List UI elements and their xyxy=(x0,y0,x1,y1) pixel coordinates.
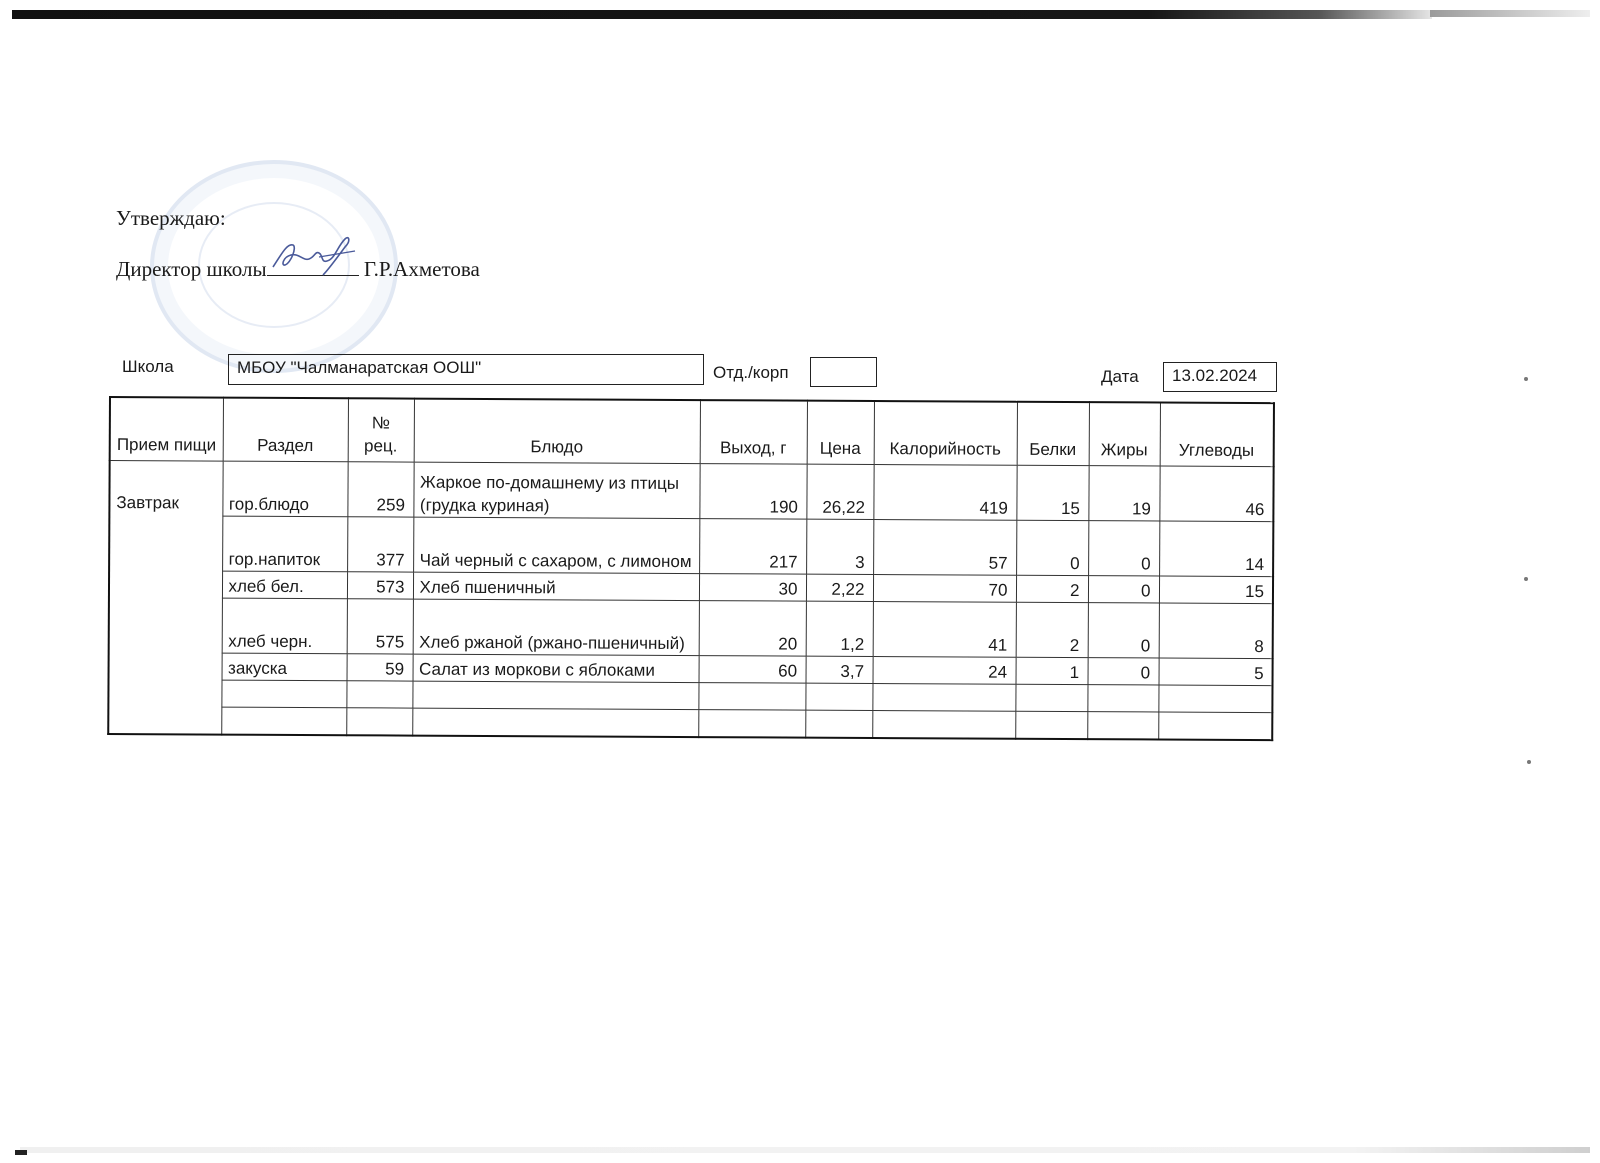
scan-mark xyxy=(15,1150,27,1155)
dish-cell: Салат из моркови с яблоками xyxy=(413,654,699,682)
protein-cell: 1 xyxy=(1016,657,1088,684)
signature-field xyxy=(267,257,359,276)
price-cell xyxy=(805,710,872,738)
dish-cell xyxy=(412,681,698,709)
column-header: Прием пищи xyxy=(110,397,223,461)
scan-dot xyxy=(1527,760,1531,764)
school-name-field: МБОУ "Чалманаратская ООШ" xyxy=(228,354,704,385)
dish-cell xyxy=(412,708,698,737)
calories-cell: 419 xyxy=(873,465,1016,521)
recipe-number-cell xyxy=(346,681,412,708)
table-header-row xyxy=(110,397,1274,467)
dept-field xyxy=(810,357,877,387)
carbs-cell: 8 xyxy=(1159,603,1273,659)
weight-cell: 60 xyxy=(699,656,806,684)
table-row xyxy=(109,461,1273,522)
carbs-cell: 14 xyxy=(1159,521,1273,577)
protein-cell: 0 xyxy=(1016,520,1088,575)
calories-cell: 24 xyxy=(873,657,1016,685)
column-header: Блюдо xyxy=(414,399,700,464)
dish-cell: Чай черный с сахаром, с лимоном xyxy=(413,517,699,573)
dept-label: Отд./корп xyxy=(713,363,789,382)
fat-cell: 0 xyxy=(1088,576,1159,603)
section-cell: хлеб бел. xyxy=(222,571,347,599)
calories-cell: 57 xyxy=(873,520,1016,576)
price-cell: 1,2 xyxy=(806,601,873,656)
section-cell: закуска xyxy=(222,653,347,681)
column-header: Белки xyxy=(1017,402,1089,466)
recipe-number-cell xyxy=(346,708,412,736)
fat-cell: 19 xyxy=(1088,466,1159,521)
table-row xyxy=(109,516,1273,577)
recipe-number-cell: 575 xyxy=(347,599,413,654)
price-cell: 3,7 xyxy=(806,656,873,683)
table-row xyxy=(108,707,1272,741)
column-header: № рец. xyxy=(348,398,414,462)
fat-cell: 0 xyxy=(1088,658,1159,685)
recipe-number-cell: 573 xyxy=(347,572,413,599)
section-cell xyxy=(221,707,346,735)
scan-edge-top xyxy=(12,10,1432,19)
carbs-cell xyxy=(1158,712,1272,740)
weight-cell: 217 xyxy=(699,519,806,575)
carbs-cell: 15 xyxy=(1159,576,1273,604)
section-cell: гор.напиток xyxy=(222,516,347,572)
weight-cell xyxy=(698,710,805,738)
protein-cell xyxy=(1015,711,1087,739)
date-label: Дата xyxy=(1101,367,1139,386)
weight-cell: 30 xyxy=(699,574,806,602)
column-header: Калорийность xyxy=(874,401,1017,465)
price-cell xyxy=(805,683,872,710)
price-cell: 26,22 xyxy=(806,464,873,519)
protein-cell: 15 xyxy=(1016,465,1088,520)
weight-cell: 190 xyxy=(699,464,806,520)
school-label: Школа xyxy=(122,357,174,376)
director-name: Г.Р.Ахметова xyxy=(363,257,480,281)
date-field: 13.02.2024 xyxy=(1163,362,1277,392)
section-cell: хлеб черн. xyxy=(222,598,347,654)
director-line xyxy=(116,257,480,282)
fat-cell: 0 xyxy=(1088,603,1159,658)
column-header: Раздел xyxy=(223,398,348,462)
section-cell xyxy=(221,680,346,708)
recipe-number-cell: 59 xyxy=(347,654,413,681)
carbs-cell: 46 xyxy=(1159,466,1273,522)
column-header: Цена xyxy=(807,401,874,465)
calories-cell xyxy=(872,711,1015,739)
recipe-number-cell: 259 xyxy=(347,462,413,517)
carbs-cell: 5 xyxy=(1159,658,1273,686)
scan-edge-bottom xyxy=(20,1147,1590,1153)
price-cell: 3 xyxy=(806,519,873,574)
fat-cell xyxy=(1087,712,1158,740)
weight-cell: 20 xyxy=(699,601,806,657)
fat-cell: 0 xyxy=(1088,521,1159,576)
price-cell: 2,22 xyxy=(806,574,873,601)
scan-dot xyxy=(1524,577,1528,581)
section-cell: гор.блюдо xyxy=(222,461,347,517)
column-header: Жиры xyxy=(1089,402,1160,466)
calories-cell xyxy=(872,684,1015,712)
protein-cell: 2 xyxy=(1016,602,1088,657)
fat-cell xyxy=(1087,685,1158,712)
calories-cell: 70 xyxy=(873,575,1016,603)
protein-cell: 2 xyxy=(1016,575,1088,602)
table-row xyxy=(109,598,1273,659)
scan-dot xyxy=(1524,377,1528,381)
carbs-cell xyxy=(1158,685,1272,713)
approve-label: Утверждаю: xyxy=(116,206,226,230)
recipe-number-cell: 377 xyxy=(347,517,413,572)
menu-table xyxy=(107,396,1275,741)
column-header: Углеводы xyxy=(1160,403,1274,467)
column-header: Выход, г xyxy=(700,400,807,464)
calories-cell: 41 xyxy=(873,602,1016,658)
signature-image xyxy=(267,233,363,279)
meal-cell: Завтрак xyxy=(108,461,222,735)
dish-cell: Хлеб ржаной (ржано-пшеничный) xyxy=(413,599,699,655)
scan-edge-top-fade xyxy=(1430,10,1590,17)
weight-cell xyxy=(698,683,805,711)
dish-cell: Хлеб пшеничный xyxy=(413,572,699,600)
director-label: Директор школы xyxy=(116,257,267,281)
protein-cell xyxy=(1015,684,1087,711)
dish-cell: Жаркое по-домашнему из птицы (грудка куриная) xyxy=(413,462,699,518)
